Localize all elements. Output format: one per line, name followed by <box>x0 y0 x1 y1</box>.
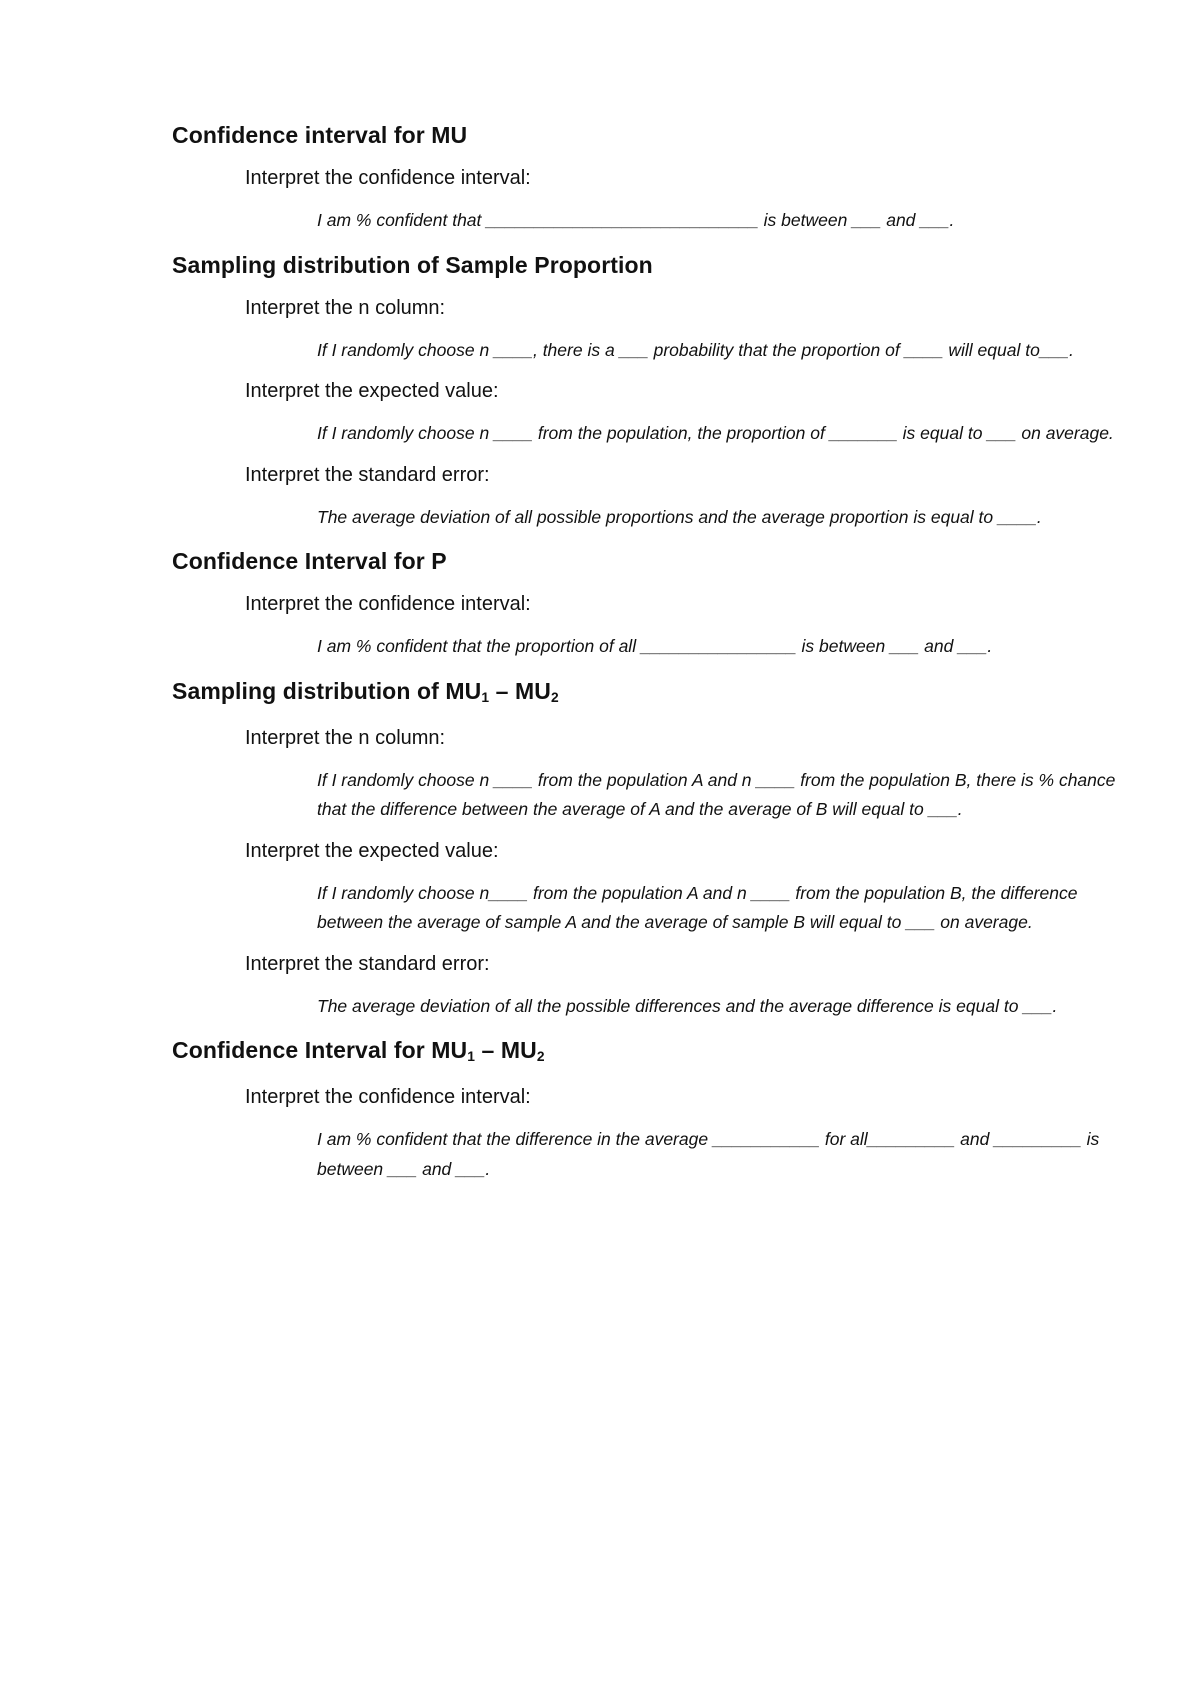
answer-template: I am % confident that ____________________________ is between ___ and ___. <box>317 210 955 230</box>
section-ci-p <box>172 544 1132 662</box>
question-item <box>172 1083 1132 1184</box>
answer-template: The average deviation of all the possible differences and the average difference is equal to ___. <box>317 995 1058 1016</box>
subscript: 1 <box>481 689 490 705</box>
section-sampling-mu-diff <box>172 674 1132 1022</box>
subscript: 2 <box>536 1049 545 1065</box>
question-prompt: Interpret the standard error: <box>245 463 490 486</box>
question-prompt: Interpret the confidence interval: <box>245 593 531 615</box>
section-title: Confidence interval for MU <box>172 122 468 148</box>
question-item <box>172 724 1132 825</box>
title-text: – MU <box>489 677 551 704</box>
answer-template: If I randomly choose n ____, there is a ___ probability that the proportion of ____ will equal to___. <box>317 339 1074 360</box>
question-item <box>172 461 1132 533</box>
section-ci-mu-diff <box>172 1033 1132 1184</box>
subscript: 1 <box>467 1049 476 1065</box>
document-body <box>172 118 1132 1196</box>
title-text: Sampling distribution of MU <box>172 677 482 704</box>
answer-template: If I randomly choose n____ from the population A and n ____ from the population B, the difference between the average of sample A and the average of sample B will equal to ___ on average. <box>317 882 1078 932</box>
section-ci-mu <box>172 118 1132 236</box>
question-prompt: Interpret the n column: <box>245 296 446 319</box>
question-prompt: Interpret the confidence interval: <box>245 1086 531 1108</box>
question-item <box>172 377 1132 449</box>
question-prompt: Interpret the expected value: <box>245 839 499 862</box>
section-title <box>172 1033 1132 1071</box>
subscript: 2 <box>550 689 559 705</box>
title-text: Confidence Interval for MU <box>172 1037 468 1063</box>
answer-template: If I randomly choose n ____ from the population, the proportion of _______ is equal to ___ on average. <box>317 423 1114 443</box>
answer-template: I am % confident that the difference in the average ___________ for all_________ and _________ is between ___ and ___. <box>317 1129 1100 1179</box>
answer-template: I am % confident that the proportion of all ________________ is between ___ and ___. <box>317 636 993 656</box>
question-prompt: Interpret the n column: <box>245 726 446 749</box>
question-item <box>172 837 1132 938</box>
title-text: – MU <box>475 1037 537 1063</box>
question-item <box>172 164 1132 236</box>
question-prompt: Interpret the confidence interval: <box>245 167 531 189</box>
question-item <box>172 950 1132 1022</box>
question-item <box>172 294 1132 366</box>
answer-template: The average deviation of all possible proportions and the average proportion is equal to ____. <box>317 506 1042 527</box>
section-title: Confidence Interval for P <box>172 548 447 574</box>
section-title <box>172 674 1132 712</box>
section-sampling-proportion <box>172 248 1132 533</box>
question-prompt: Interpret the standard error: <box>245 952 490 975</box>
answer-template: If I randomly choose n ____ from the population A and n ____ from the population B, there is % chance that the difference between the average of A and the average of B will equal to ___. <box>317 769 1116 819</box>
section-title: Sampling distribution of Sample Proportion <box>172 251 653 278</box>
question-item <box>172 590 1132 662</box>
question-prompt: Interpret the expected value: <box>245 380 499 402</box>
